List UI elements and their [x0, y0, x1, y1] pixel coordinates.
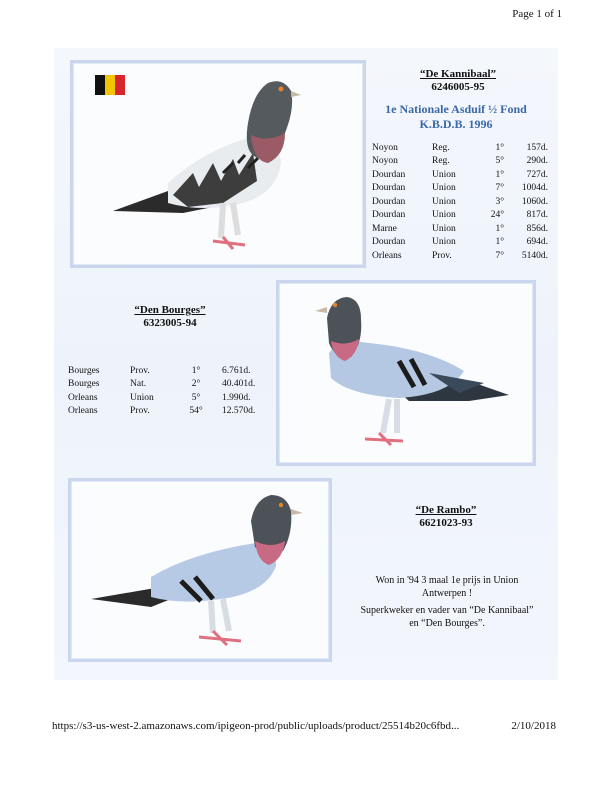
photo-de-rambo — [68, 478, 332, 662]
title-de-rambo — [356, 504, 536, 530]
footer-url: https://s3-us-west-2.amazonaws.com/ipigeon-prod/public/uploads/product/25514b20c6fbd... — [52, 720, 460, 732]
table-row: Dourdan Union 24° 817d. — [372, 210, 548, 221]
table-row: Dourdan Union 1° 694d. — [372, 237, 548, 248]
pigeon-blue-image — [279, 283, 533, 463]
table-row: Bourges Prov. 1° 6.761d. — [68, 365, 251, 376]
table-row: Noyon Reg. 5° 290d. — [372, 156, 548, 167]
title-den-bourges — [80, 304, 260, 330]
table-row: Dourdan Union 3° 1060d. — [372, 196, 548, 207]
table-row: Noyon Reg. 1° 157d. — [372, 142, 548, 153]
photo-de-kannibaal — [70, 60, 366, 268]
pigeon-blue-image — [71, 481, 329, 659]
award-line: 1e Nationale Asduif ½ Fond — [385, 102, 527, 116]
results-de-kannibaal — [372, 141, 548, 263]
table-row: Dourdan Union 7° 1004d. — [372, 183, 548, 194]
award-line: K.B.D.B. 1996 — [419, 117, 493, 131]
ring-number: 6246005-95 — [431, 81, 485, 93]
bird-name: “Den Bourges” — [134, 304, 206, 316]
note-line: Superkweker en vader van “De Kannibaal” — [360, 605, 534, 616]
photo-den-bourges — [276, 280, 536, 466]
table-row: Marne Union 1° 856d. — [372, 223, 548, 234]
note-line: Won in '94 3 maal 1e prijs in Union — [375, 575, 519, 586]
footer-date: 2/10/2018 — [511, 720, 556, 732]
ring-number: 6621023-93 — [419, 517, 473, 529]
note-de-rambo-breeder — [344, 604, 550, 630]
table-row: Orleans Union 5° 1.990d. — [68, 392, 251, 403]
note-de-rambo-wins — [344, 574, 550, 600]
table-row: Orleans Prov. 7° 5140d. — [372, 250, 548, 261]
ring-number: 6323005-94 — [143, 317, 197, 329]
page-number: Page 1 of 1 — [512, 8, 562, 20]
note-line: en “Den Bourges”. — [409, 618, 485, 629]
award-de-kannibaal — [356, 102, 556, 132]
table-row: Bourges Nat. 2° 40.401d. — [68, 379, 256, 390]
bird-name: “De Kannibaal” — [419, 68, 497, 80]
note-line: Antwerpen ! — [421, 588, 473, 599]
belgian-flag-icon — [95, 75, 125, 95]
table-row: Dourdan Union 1° 727d. — [372, 169, 548, 180]
table-row: Orleans Prov. 54° 12.570d. — [68, 406, 256, 417]
results-den-bourges — [68, 364, 270, 418]
bird-name: “De Rambo” — [415, 504, 477, 516]
title-de-kannibaal — [370, 68, 546, 94]
